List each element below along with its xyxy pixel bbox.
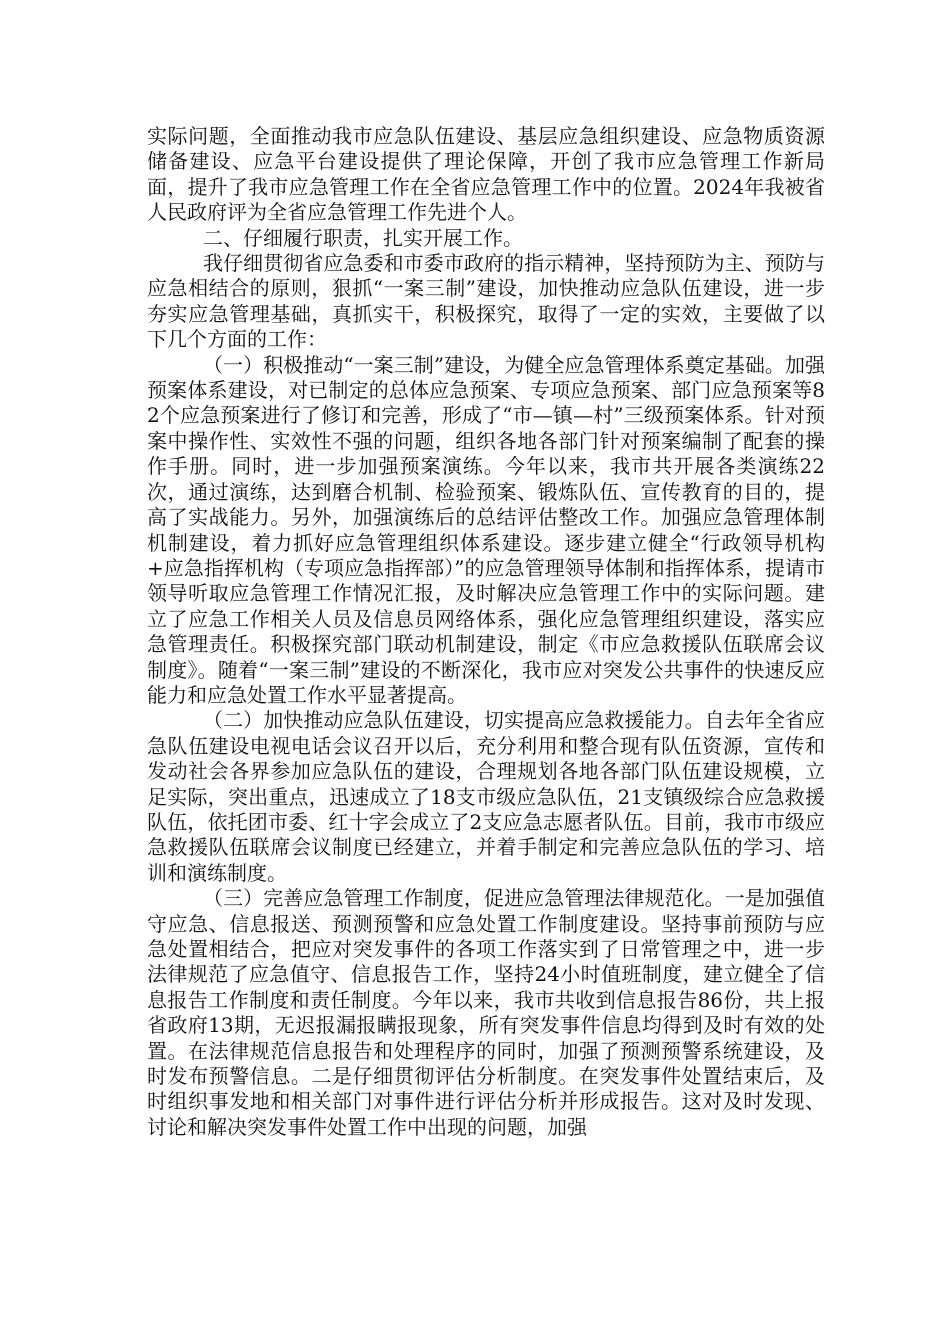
paragraph-item-two: （二）加快推动应急队伍建设，切实提高应急救援能力。自去年全省应急队伍建设电视电话会议召开以后，充分利用和整合现有队伍资源，宣传和发动社会各界参加应急队伍的建设，合理规划各地各部门队伍建设规模，立足实际，突出重点，迅速成立了18支市级应急队伍，21支镇级综合应急救援队伍，依托团市委、红十字会成立了2支应急志愿者队伍。目前，我市市级应急救援队伍联席会议制度已经建立，并着手制定和完善应急队伍的学习、培训和演练制度。 [147, 708, 825, 885]
paragraph-item-one: （一）积极推动“一案三制”建设，为健全应急管理体系奠定基础。加强预案体系建设，对已制定的总体应急预案、专项应急预案、部门应急预案等82个应急预案进行了修订和完善，形成了“市—镇—村”三级预案体系。针对预案中操作性、实效性不强的问题，组织各地各部门针对预案编制了配套的操作手册。同时，进一步加强预案演练。今年以来，我市共开展各类演练22次，通过演练，达到磨合机制、检验预案、锻炼队伍、宣传教育的目的，提高了实战能力。另外，加强演练后的总结评估整改工作。加强应急管理体制机制建设，着力抓好应急管理组织体系建设。逐步建立健全“行政领导机构+应急指挥机构（专项应急指挥部）”的应急管理领导体制和指挥体系，提请市领导听取应急管理工作情况汇报，及时解决应急管理工作中的实际问题。建立了应急工作相关人员及信息员网络体系，强化应急管理组织建设，落实应急管理责任。积极探究部门联动机制建设，制定《市应急救援队伍联席会议制度》。随着“一案三制”建设的不断深化，我市应对突发公共事件的快速反应能力和应急处置工作水平显著提高。 [147, 352, 825, 707]
paragraph-overview: 我仔细贯彻省应急委和市委市政府的指示精神，坚持预防为主、预防与应急相结合的原则，狠抓“一案三制”建设，加快推动应急队伍建设，进一步夯实应急管理基础，真抓实干，积极探究，取得了一定的实效，主要做了以下几个方面的工作： [147, 251, 825, 352]
document-body [147, 124, 825, 1140]
paragraph-item-three: （三）完善应急管理工作制度，促进应急管理法律规范化。一是加强值守应急、信息报送、预测预警和应急处置工作制度建设。坚持事前预防与应急处置相结合，把应对突发事件的各项工作落实到了日常管理之中，进一步法律规范了应急值守、信息报告工作，坚持24小时值班制度，建立健全了信息报告工作制度和责任制度。今年以来，我市共收到信息报告86份，共上报省政府13期，无迟报漏报瞒报现象，所有突发事件信息均得到及时有效的处置。在法律规范信息报告和处理程序的同时，加强了预测预警系统建设，及时发布预警信息。二是仔细贯彻评估分析制度。在突发事件处置结束后，及时组织事发地和相关部门对事件进行评估分析并形成报告。这对及时发现、讨论和解决突发事件处置工作中出现的问题，加强 [147, 886, 825, 1139]
section-heading-two: 二、仔细履行职责，扎实开展工作。 [203, 225, 523, 250]
paragraph-intro-continuation: 实际问题，全面推动我市应急队伍建设、基层应急组织建设、应急物质资源储备建设、应急平台建设提供了理论保障，开创了我市应急管理工作新局面，提升了我市应急管理工作在全省应急管理工作中的位置。2024年我被省人民政府评为全省应急管理工作先进个人。 [147, 124, 825, 225]
